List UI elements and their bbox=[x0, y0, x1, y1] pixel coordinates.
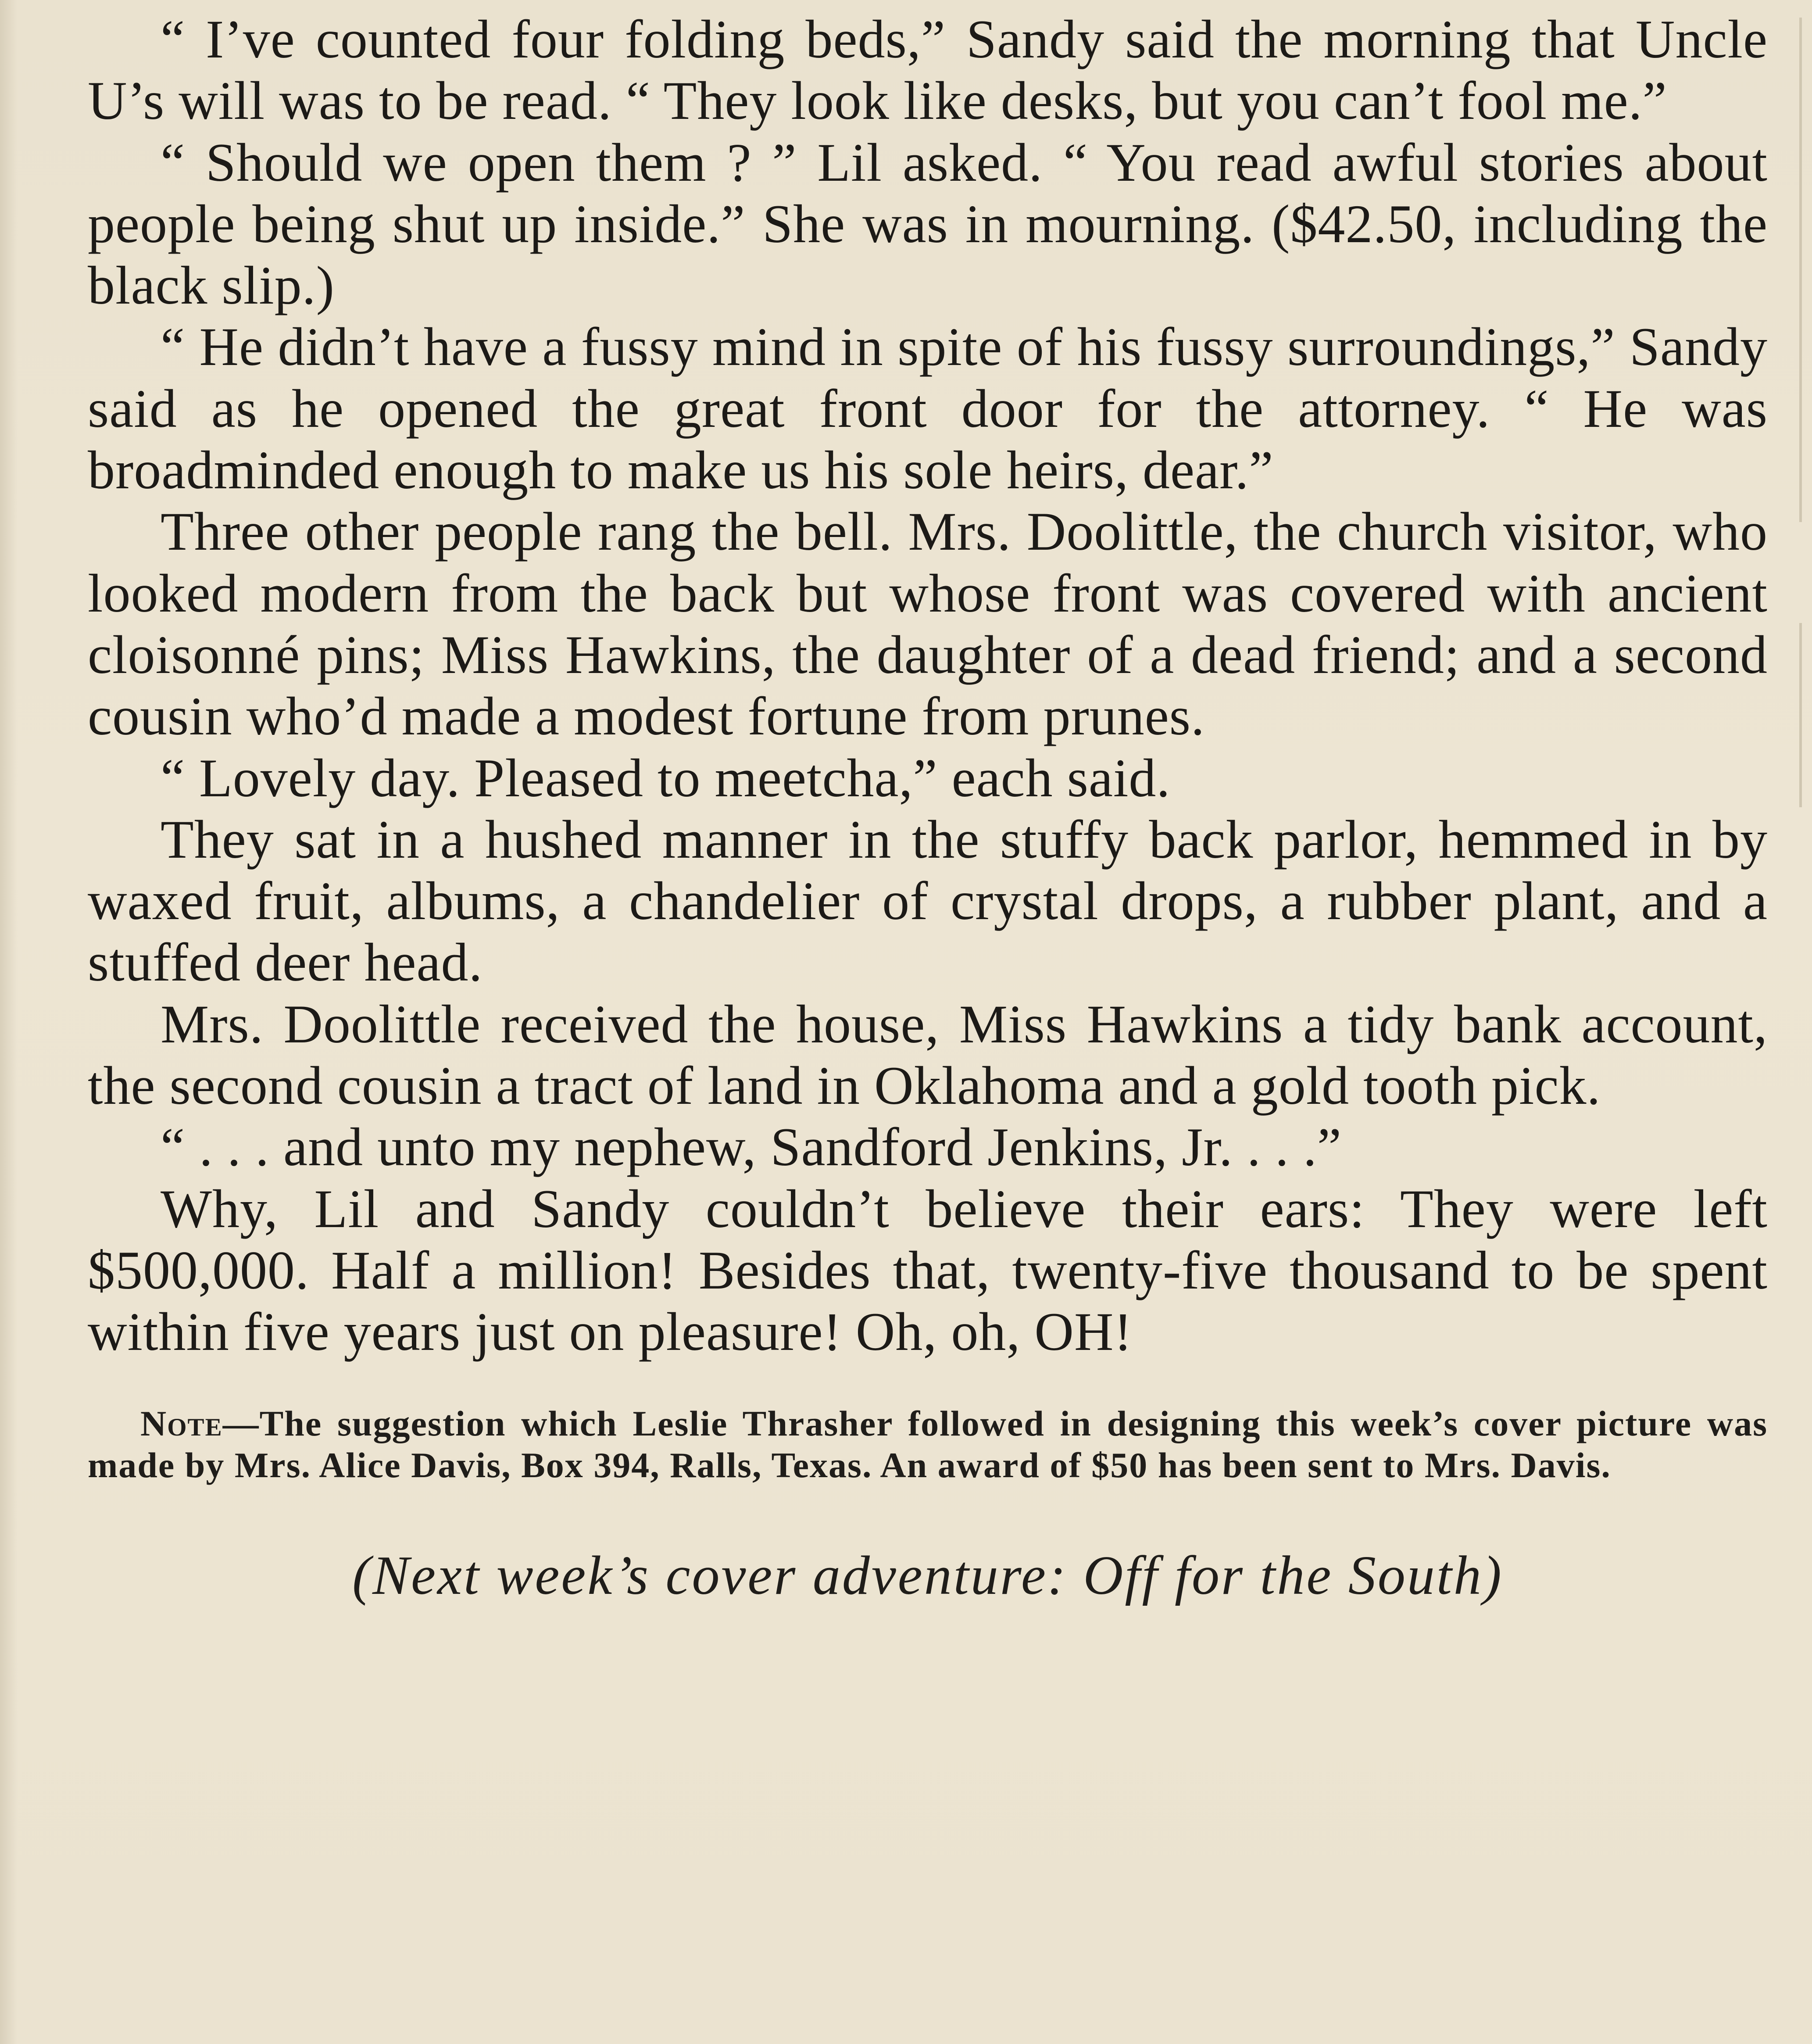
paragraph-back-parlor: They sat in a hushed manner in the stuffy back parlor, hemmed in by waxed fruit, albums, a chandelier of crystal drops, a rubber plant, and a stuffed deer head. bbox=[88, 809, 1768, 993]
page-edge-shadow bbox=[0, 0, 18, 2044]
paragraph-half-million: Why, Lil and Sandy couldn’t believe their ears: They were left $500,000. Half a million! Besides that, twenty-five thousand to be spent within five years just on pleasure! Oh, oh, OH! bbox=[88, 1178, 1768, 1362]
cover-note bbox=[88, 1403, 1768, 1486]
paragraph-fussy-mind: “ He didn’t have a fussy mind in spite of his fussy surroundings,” Sandy said as he opened the great front door for the attorney. “ He was broadminded enough to make us his sole heirs, dear.” bbox=[88, 317, 1768, 501]
paragraph-open-them: “ Should we open them ? ” Lil asked. “ You read awful stories about people being shut up inside.” She was in mourning. ($42.50, including the black slip.) bbox=[88, 132, 1768, 316]
paragraph-unto-my-nephew: “ . . . and unto my nephew, Sandford Jenkins, Jr. . . .” bbox=[161, 1117, 1342, 1178]
paragraph-bequests: Mrs. Doolittle received the house, Miss Hawkins a tidy bank account, the second cousin a tract of land in Oklahoma and a gold tooth pick. bbox=[88, 994, 1768, 1116]
paragraph-lovely-day: “ Lovely day. Pleased to meetcha,” each said. bbox=[161, 748, 1171, 808]
note-text: —The suggestion which Leslie Thrasher followed in designing this week’s cover picture was made by Mrs. Alice Davis, Box 394, Ralls, Texas. An award of $50 has been sent to Mrs. Davis. bbox=[88, 1403, 1768, 1485]
column-rule-lower bbox=[1799, 623, 1802, 807]
column-rule bbox=[1799, 18, 1802, 522]
paragraph-three-people: Three other people rang the bell. Mrs. Doolittle, the church visitor, who looked modern from the back but whose front was covered with ancient cloisonné pins; Miss Hawkins, the daughter of a dead friend; and a second cousin who’d made a modest fortune from prunes. bbox=[88, 501, 1768, 747]
note-label: Note bbox=[140, 1403, 223, 1443]
story-column bbox=[88, 9, 1768, 1609]
paragraph-folding-beds: “ I’ve counted four folding beds,” Sandy said the morning that Uncle U’s will was to be read. “ They look like desks, but you can’t fool me.” bbox=[88, 9, 1768, 131]
next-week-teaser: (Next week’s cover adventure: Off for the South) bbox=[352, 1545, 1503, 1606]
